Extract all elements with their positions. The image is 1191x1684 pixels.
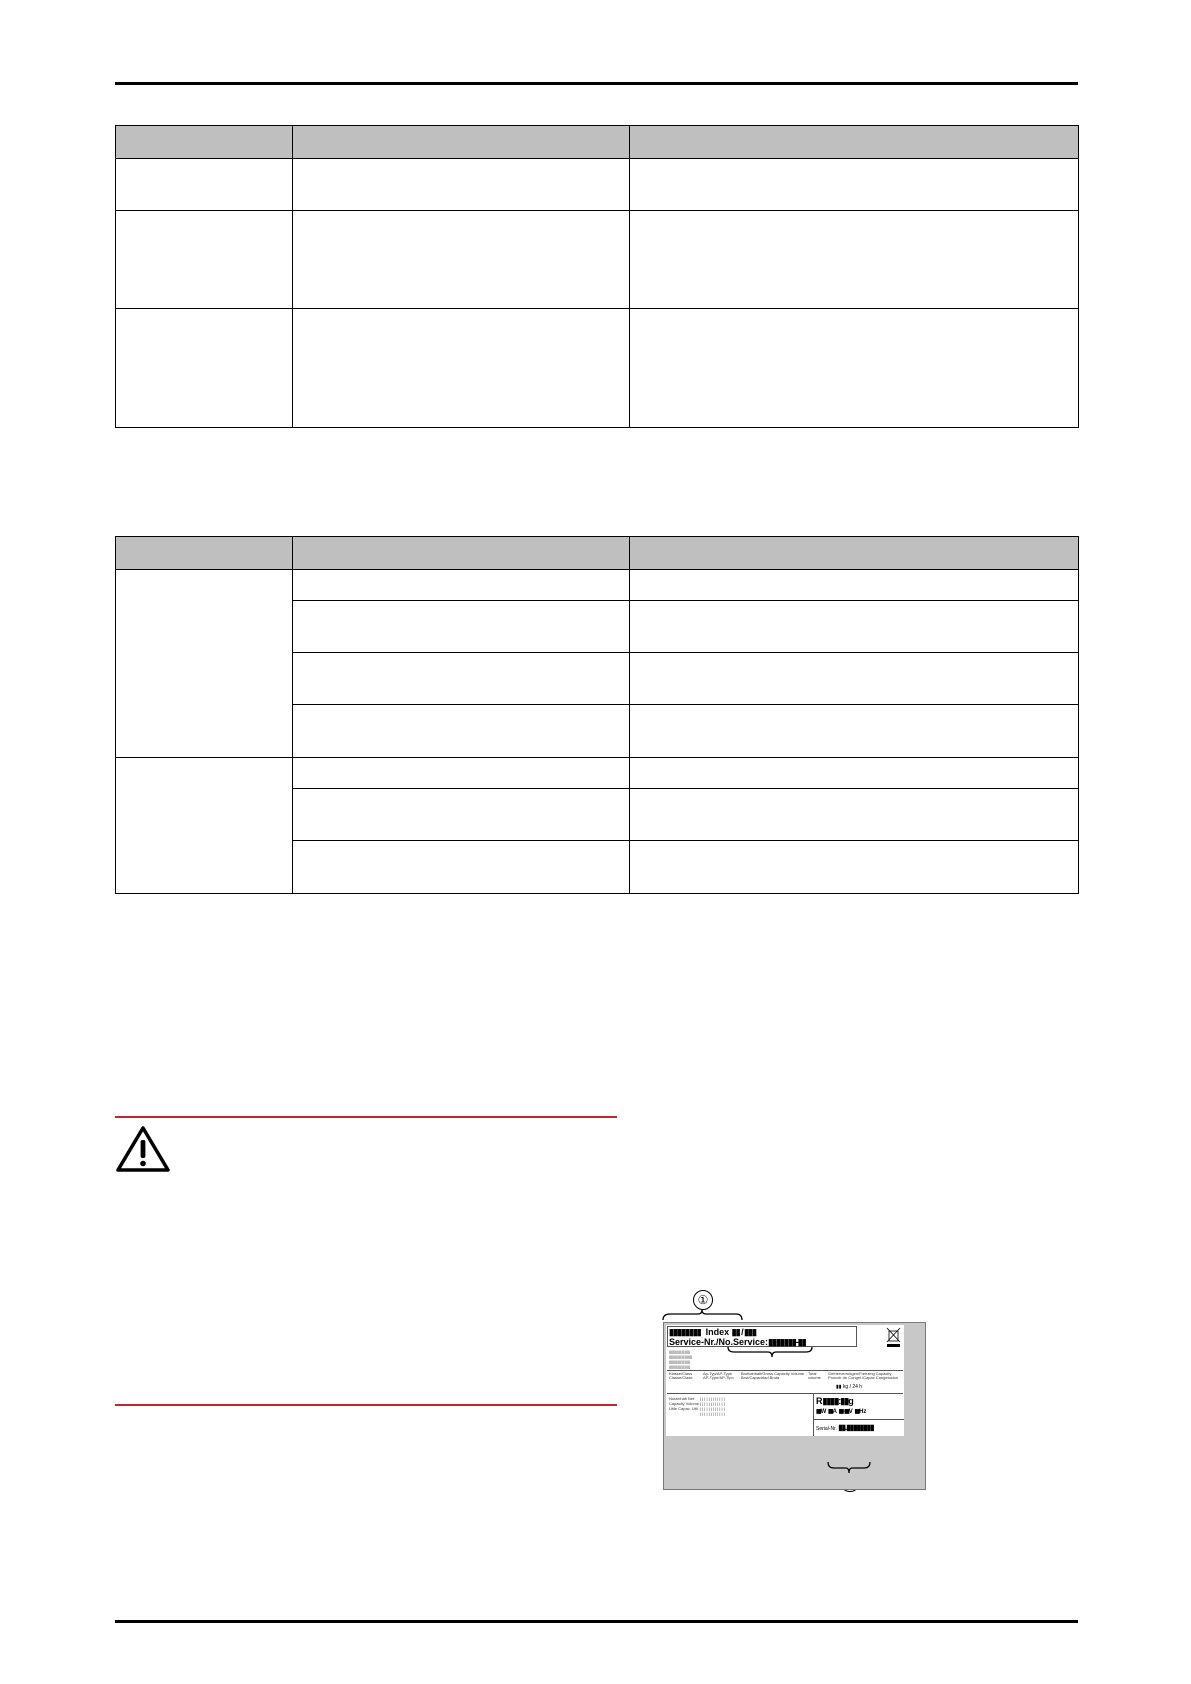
table-cell — [293, 653, 630, 705]
table-2-header-row — [116, 537, 1079, 570]
table-cell — [293, 211, 630, 309]
plate-capacity-grid: | | | | | | | | | | | | | | | | | | | | | | | | | | | | | | | | | | | | | | | | | | | | | | | | — [700, 1396, 725, 1416]
table-2-header-cell — [116, 537, 293, 570]
table-1-header-cell — [116, 126, 293, 159]
table-cell — [630, 211, 1079, 309]
plate-col-type: Ap-Typ/AP-Type AP-Type/AP-Tipo — [703, 1371, 734, 1380]
table-cell — [630, 570, 1079, 601]
table-cell — [116, 211, 293, 309]
plate-kg-24h: ▮▮ kg / 24 h — [836, 1384, 863, 1390]
plate-current-unit: A — [832, 1409, 837, 1415]
plate-weight-unit: g — [848, 1396, 854, 1406]
plate-index-line: ▮▮▮▮▮▮▮▮ Index ▮▮ / ▮▮▮ — [669, 1327, 756, 1337]
rating-plate-illustration — [660, 1290, 930, 1492]
table-cell — [630, 601, 1079, 653]
plate-frequency-unit: Hz — [859, 1409, 867, 1415]
plate-col-class: Klasse/Class Classe/Clase — [669, 1371, 693, 1380]
plate-fine-print: |||||||||||||||||||| |||||||||||||||||||||| |||||||||||||||||||| |||||||||||||||||||| — [669, 1349, 692, 1369]
plate-serial-line: Serial-Nr. ▮▮.▮▮▮▮▮▮▮▮ — [816, 1423, 874, 1432]
table-cell — [630, 159, 1079, 211]
plate-kg-24h-label: kg / 24 h — [842, 1384, 863, 1390]
table-1 — [115, 125, 1079, 428]
table-cell — [293, 789, 630, 841]
table-cell — [630, 758, 1079, 789]
table-cell — [630, 309, 1079, 428]
plate-index-label: Index — [705, 1327, 730, 1337]
plate-net-capacity: Nutzinhalt Net Capacity Volume Utile Capac. Util — [669, 1396, 700, 1411]
callout-1: ① — [693, 1290, 713, 1310]
table-row — [116, 159, 1079, 211]
plate-power-unit: W — [820, 1409, 827, 1415]
table-cell — [293, 601, 630, 653]
table-cell — [293, 159, 630, 211]
table-cell — [116, 159, 293, 211]
callout-braces — [660, 1290, 930, 1492]
plate-service-label: Service-Nr./No.Service: — [669, 1337, 769, 1347]
table-2 — [115, 536, 1079, 894]
table-cell — [630, 705, 1079, 758]
plate-refrigerant-label: R — [816, 1396, 823, 1406]
plate-electrical-line: ▮▮W ▮▮A ▮▮-▮▮V ▮▮Hz — [816, 1409, 867, 1415]
table-1-header-row — [116, 126, 1079, 159]
table-row — [116, 309, 1079, 428]
table-1-header-cell — [293, 126, 630, 159]
header-rule — [115, 82, 1078, 85]
plate-service-line: Service-Nr./No.Service:▮▮▮▮▮▮▮-▮▮ — [669, 1337, 806, 1347]
table-cell — [630, 789, 1079, 841]
table-cell — [116, 309, 293, 428]
table-cell — [293, 841, 630, 894]
table-cell — [293, 705, 630, 758]
table-1-header-cell — [630, 126, 1079, 159]
table-cell — [630, 653, 1079, 705]
table-cell — [630, 841, 1079, 894]
footer-rule — [115, 1620, 1078, 1623]
table-row — [116, 758, 1079, 789]
table-2-header-cell — [630, 537, 1079, 570]
plate-col-capacity: Bruttoinhalt/Gross Capacity Volume Brut/Capacidad Bruta — [741, 1371, 805, 1380]
table-cell — [293, 309, 630, 428]
table-group-cell — [116, 758, 293, 894]
table-cell — [293, 570, 630, 601]
plate-col-total: Total volume — [808, 1371, 821, 1380]
warning-top-rule — [115, 1116, 617, 1118]
table-row — [116, 570, 1079, 601]
plate-voltage-unit: V — [848, 1409, 853, 1415]
table-cell — [293, 758, 630, 789]
warning-triangle-icon — [115, 1124, 171, 1174]
plate-refrigerant-line: R▮▮▮▮:▮▮g — [816, 1396, 854, 1406]
plate-col-freezing: Gefriervermögen/Freezing Capacity Pouvoir de Congel./Capac.Congelacion — [828, 1371, 899, 1380]
plate-serial-label: Serial-Nr. — [816, 1426, 837, 1432]
table-group-cell — [116, 570, 293, 758]
table-row — [116, 211, 1079, 309]
table-2-header-cell — [293, 537, 630, 570]
warning-bottom-rule — [115, 1404, 617, 1406]
